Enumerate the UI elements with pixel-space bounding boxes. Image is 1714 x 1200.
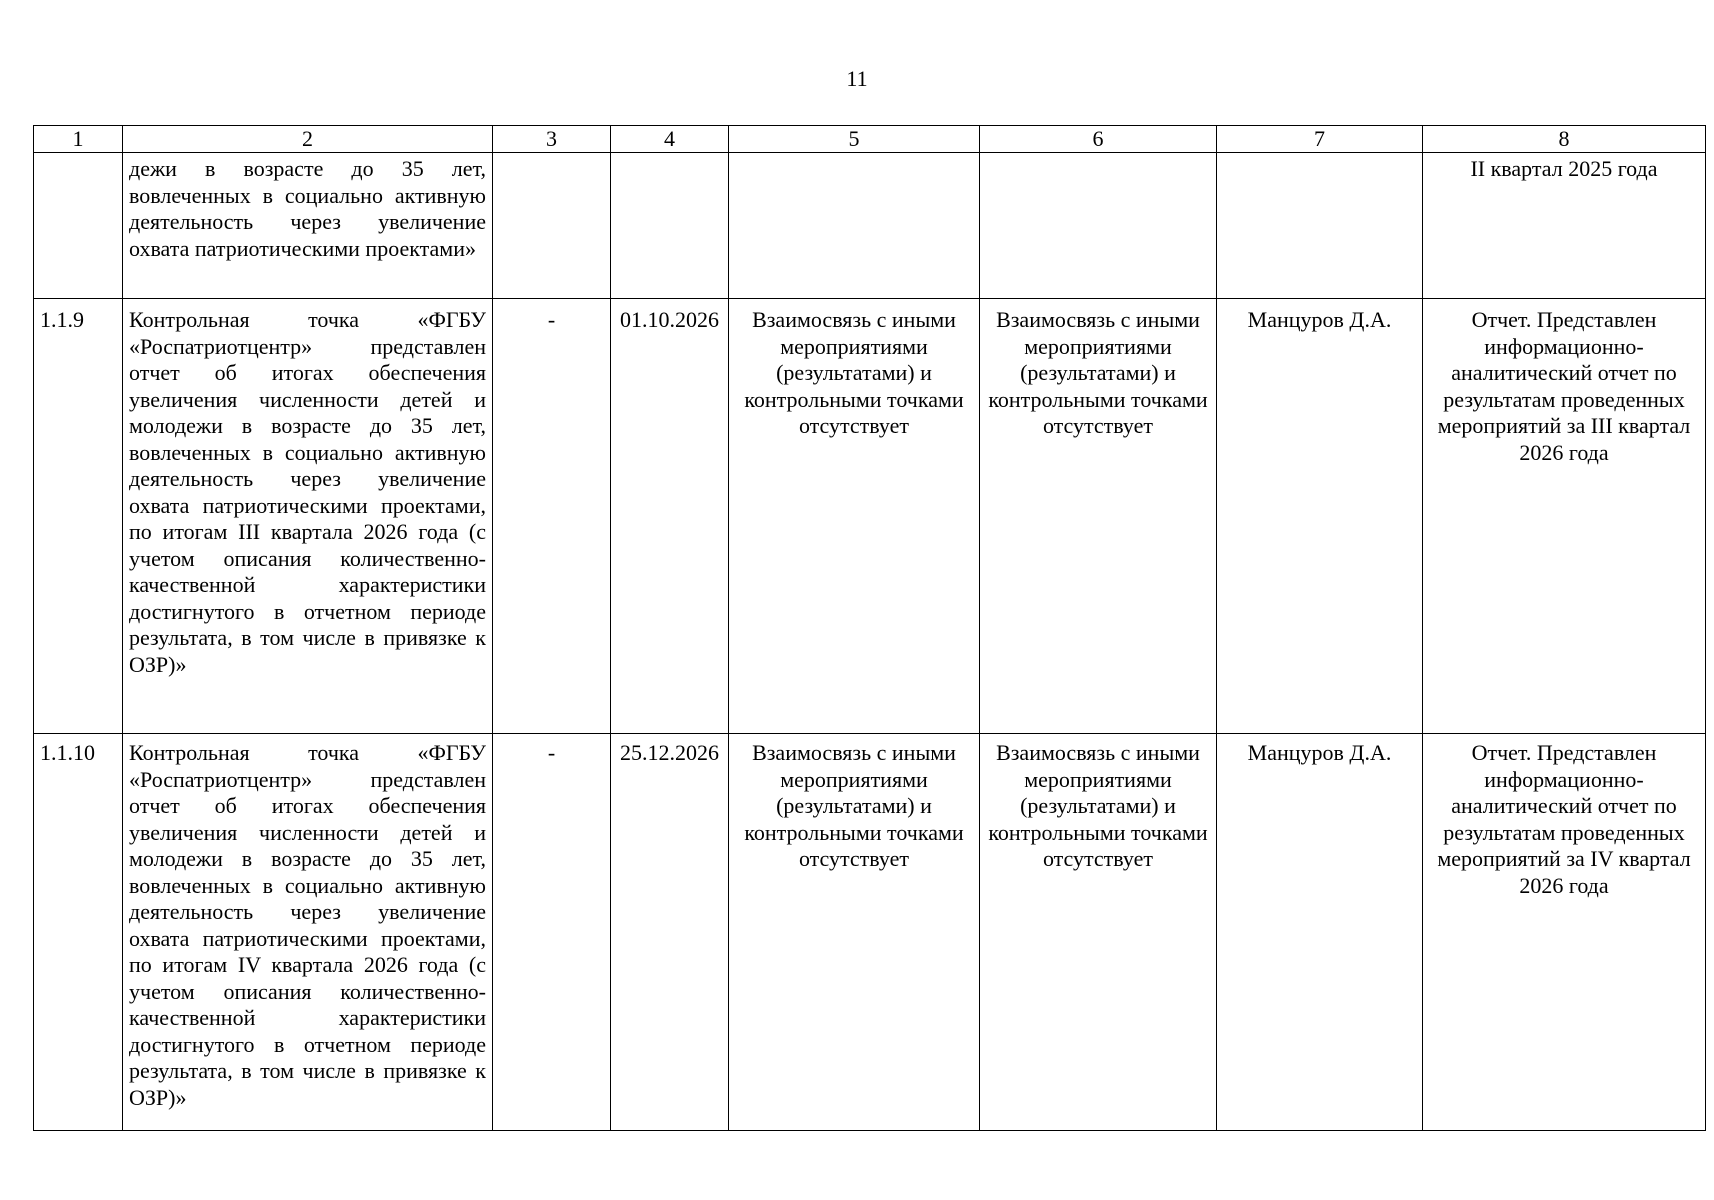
column-header: 4 bbox=[611, 126, 729, 153]
row-description: Контрольная точка «ФГБУ «Роспатриотцентр» представлен отчет об итогах обеспечения увеличения численности детей и молодежи в возрасте до 35 лет, вовлеченных в социально активную деятельность через увеличение охвата патриотическими проектами, по итогам III квартала 2026 года (с учетом описания количественно-качественной характеристики достигнутого в отчетном периоде результата, в том числе в привязке к ОЗР)» bbox=[123, 299, 493, 734]
row-date bbox=[611, 153, 729, 299]
row-result: Отчет. Представлен информационно-аналитический отчет по результатам проведенных мероприятий за III квартал 2026 года bbox=[1423, 299, 1706, 734]
table-row bbox=[34, 153, 1706, 299]
row-date: 25.12.2026 bbox=[611, 734, 729, 1131]
table-row bbox=[34, 734, 1706, 1131]
column-header: 8 bbox=[1423, 126, 1706, 153]
row-col3 bbox=[493, 153, 611, 299]
column-header: 5 bbox=[729, 126, 980, 153]
table-header-row bbox=[34, 126, 1706, 153]
row-responsible: Манцуров Д.А. bbox=[1217, 734, 1423, 1131]
row-col3: - bbox=[493, 734, 611, 1131]
row-number: 1.1.9 bbox=[34, 299, 123, 734]
column-header: 2 bbox=[123, 126, 493, 153]
table-row bbox=[34, 299, 1706, 734]
row-relation-events: Взаимосвязь с иными мероприятиями (результатами) и контрольными точками отсутствует bbox=[729, 299, 980, 734]
row-relation-events: Взаимосвязь с иными мероприятиями (результатами) и контрольными точками отсутствует bbox=[729, 734, 980, 1131]
row-date: 01.10.2026 bbox=[611, 299, 729, 734]
row-number: 1.1.10 bbox=[34, 734, 123, 1131]
row-relation-results: Взаимосвязь с иными мероприятиями (результатами) и контрольными точками отсутствует bbox=[980, 299, 1217, 734]
row-relation-results bbox=[980, 153, 1217, 299]
column-header: 1 bbox=[34, 126, 123, 153]
row-number bbox=[34, 153, 123, 299]
row-responsible: Манцуров Д.А. bbox=[1217, 299, 1423, 734]
page-number: 11 bbox=[846, 66, 868, 91]
row-relation-events bbox=[729, 153, 980, 299]
column-header: 3 bbox=[493, 126, 611, 153]
row-result: Отчет. Представлен информационно-аналитический отчет по результатам проведенных мероприятий за IV квартал 2026 года bbox=[1423, 734, 1706, 1131]
column-header: 7 bbox=[1217, 126, 1423, 153]
row-col3: - bbox=[493, 299, 611, 734]
row-relation-results: Взаимосвязь с иными мероприятиями (результатами) и контрольными точками отсутствует bbox=[980, 734, 1217, 1131]
row-result: II квартал 2025 года bbox=[1423, 153, 1706, 299]
row-description: Контрольная точка «ФГБУ «Роспатриотцентр» представлен отчет об итогах обеспечения увеличения численности детей и молодежи в возрасте до 35 лет, вовлеченных в социально активную деятельность через увеличение охвата патриотическими проектами, по итогам IV квартала 2026 года (с учетом описания количественно-качественной характеристики достигнутого в отчетном периоде результата, в том числе в привязке к ОЗР)» bbox=[123, 734, 493, 1131]
column-header: 6 bbox=[980, 126, 1217, 153]
plan-table bbox=[33, 125, 1706, 1131]
row-description: дежи в возрасте до 35 лет, вовлеченных в социально активную деятельность через увеличение охвата патриотическими проектами» bbox=[123, 153, 493, 299]
row-responsible bbox=[1217, 153, 1423, 299]
